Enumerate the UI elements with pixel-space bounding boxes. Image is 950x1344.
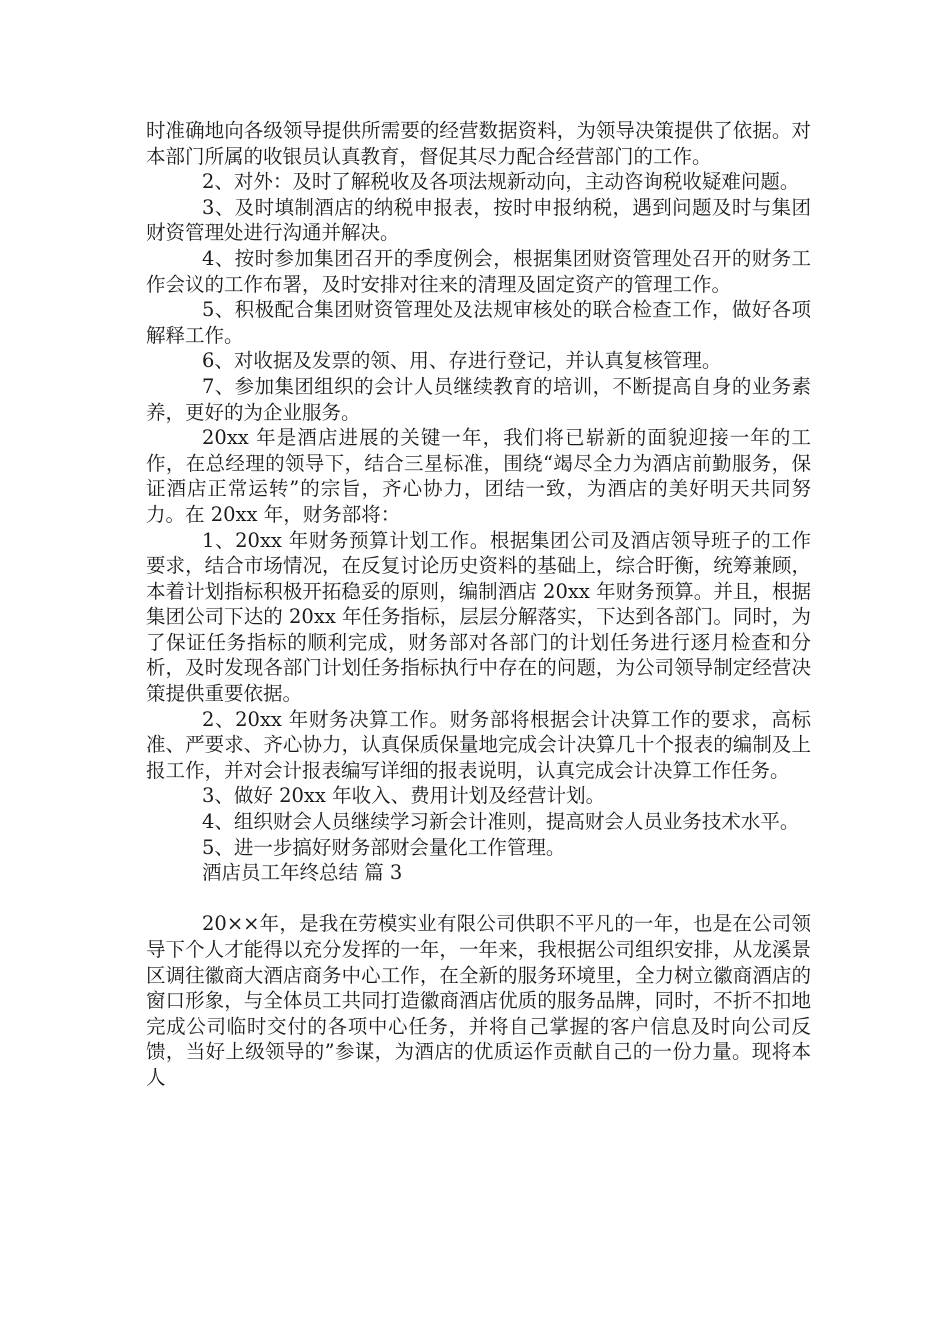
paragraph-plan-budget: 1、20xx 年财务预算计划工作。根据集团公司及酒店领导班子的工作要求，结合市场情况，在反复讨论历史资料的基础上，综合盱衡，统筹兼顾，本着计划指标积极开拓稳妥的原则，编制酒店 20xx 年财务预算。并且，根据集团公司下达的 20xx 年任务指标，层层分解落实，下达到各部门。同时，为了保证任务指标的顺利完成，财务部对各部门的计划任务进行逐月检查和分析，及时发现各部门计划任务指标执行中存在的问题，为公司领导制定经营决策提供重要依据。 — [146, 528, 811, 706]
paragraph-plan-intro: 20xx 年是酒店进展的关键一年，我们将已崭新的面貌迎接一年的工作，在总经理的领导下，结合三星标准，围绕“竭尽全力为酒店前勤服务，保证酒店正常运转”的宗旨，齐心协力，团结一致，为酒店的美好明天共同努力。在 20xx 年，财务部将： — [146, 426, 811, 526]
paragraph-plan-final-accounts: 2、20xx 年财务决算工作。财务部将根据会计决算工作的要求，高标准、严要求、齐心协力，认真保质保量地完成会计决算几十个报表的编制及上报工作，并对会计报表编写详细的报表说明，认真完成会计决算工作任务。 — [146, 707, 811, 782]
paragraph-item-2-external: 2、对外：及时了解税收及各项法规新动向，主动咨询税收疑难问题。 — [202, 170, 800, 194]
paragraph-item-3-tax-filing: 3、及时填制酒店的纳税申报表，按时申报纳税，遇到问题及时与集团财资管理处进行沟通并解决。 — [146, 195, 811, 245]
paragraph-item-5-inspection: 5、积极配合集团财资管理处及法规审核处的联合检查工作，做好各项解释工作。 — [146, 298, 811, 347]
paragraph-year-summary: 20××年，是我在劳模实业有限公司供职不平凡的一年，也是在公司领导下个人才能得以充分发挥的一年，一年来，我根据公司组织安排，从龙溪景区调往徽商大酒店商务中心工作，在全新的服务环境里，全力树立徽商酒店的窗口形象，与全体员工共同打造徽商酒店优质的服务品牌，同时，不折不扣地完成公司临时交付的各项中心任务，并将自己掌握的客户信息及时向公司反馈，当好上级领导的”参谋，为酒店的优质运作贡献自己的一份力量。现将本人 — [146, 912, 811, 1089]
paragraph-item-4-meetings: 4、按时参加集团召开的季度例会，根据集团财资管理处召开的财务工作会议的工作布署，及时安排对往来的清理及固定资产的管理工作。 — [146, 246, 811, 296]
paragraph-continuation: 时准确地向各级领导提供所需要的经营数据资料，为领导决策提供了依据。对本部门所属的收银员认真教育，督促其尽力配合经营部门的工作。 — [146, 119, 811, 168]
paragraph-item-7-training: 7、参加集团组织的会计人员继续教育的培训，不断提高自身的业务素养，更好的为企业服务。 — [146, 374, 811, 424]
paragraph-plan-income-plan: 3、做好 20xx 年收入、费用计划及经营计划。 — [202, 784, 606, 808]
section-heading: 酒店员工年终总结 篇 3 — [202, 861, 403, 885]
paragraph-plan-quantification: 5、进一步搞好财务部财会量化工作管理。 — [202, 835, 566, 859]
document-page — [146, 118, 811, 1091]
paragraph-item-6-receipts: 6、对收据及发票的领、用、存进行登记，并认真复核管理。 — [202, 349, 722, 373]
paragraph-plan-staff-study: 4、组织财会人员继续学习新会计准则，提高财会人员业务技术水平。 — [202, 810, 800, 834]
blank-line — [146, 886, 811, 912]
